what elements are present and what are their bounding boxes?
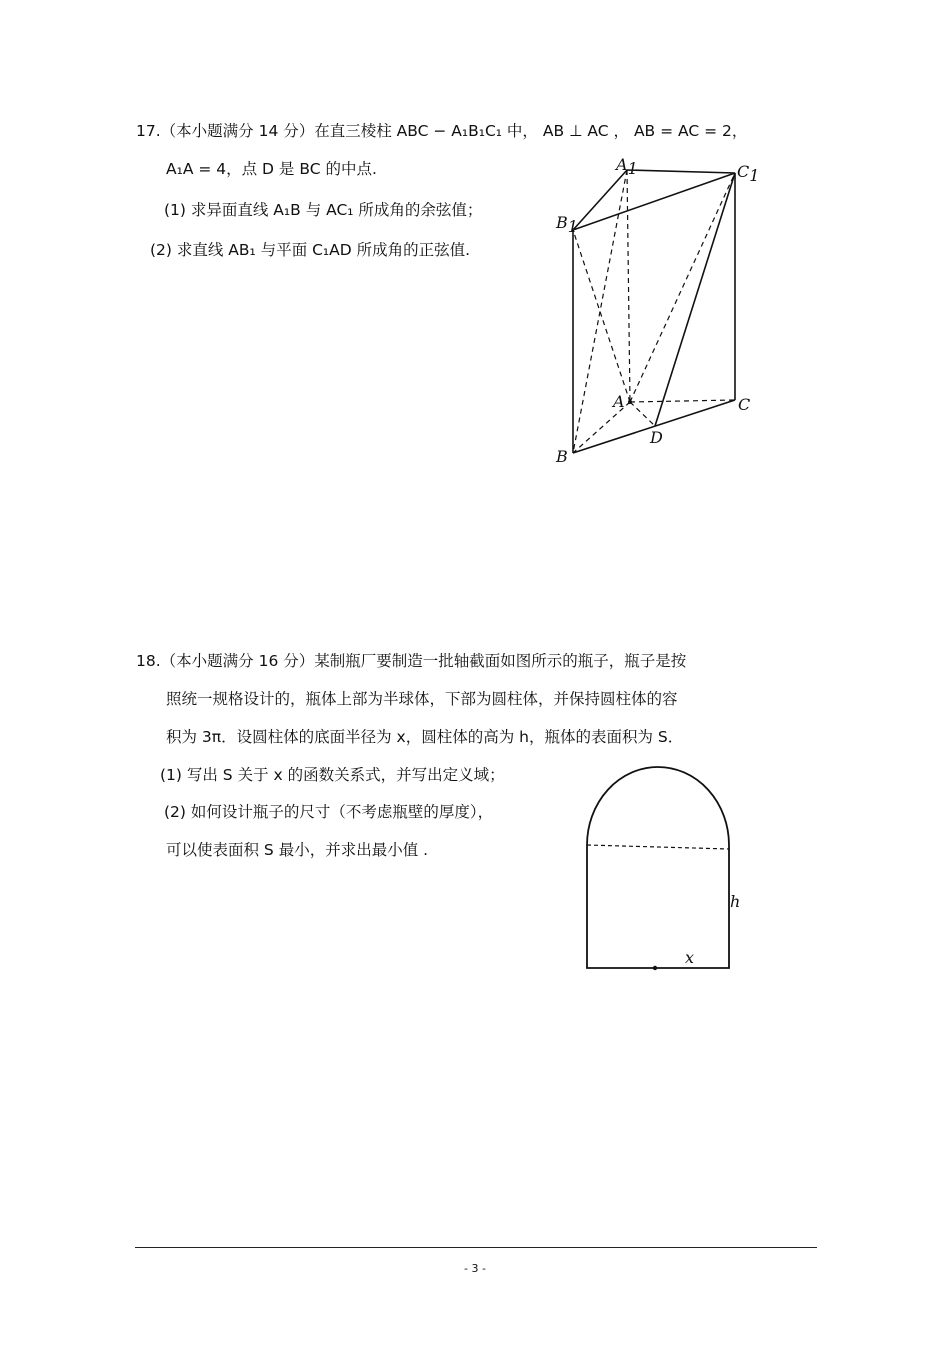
problem-18-part-1: (1) 写出 S 关于 x 的函数关系式，并写出定义域；	[160, 766, 505, 784]
prism-hidden-edges	[573, 170, 735, 453]
bottle-figure	[575, 755, 750, 980]
prism-solid-edges	[573, 170, 735, 453]
problem-17-stem-line-1: 17.（本小题满分 14 分）在直三棱柱 ABC − A₁B₁C₁ 中， AB ⊥ AC ， AB = AC = 2，	[136, 122, 748, 140]
vertex-a-dot	[628, 400, 632, 404]
bottle-outline	[587, 767, 729, 968]
prism-figure	[545, 150, 775, 470]
problem-18-part-2: (2) 如何设计瓶子的尺寸（不考虑瓶壁的厚度），	[164, 803, 494, 821]
label-c1: C1	[737, 162, 760, 185]
bottle-base-center-dot	[653, 966, 657, 970]
label-a: A	[613, 392, 625, 411]
label-c: C	[738, 395, 751, 414]
problem-18-part-3: 可以使表面积 S 最小，并求出最小值 .	[166, 841, 429, 859]
label-b: B	[556, 447, 568, 466]
label-x: x	[685, 948, 695, 967]
problem-17-part-2: (2) 求直线 AB₁ 与平面 C₁AD 所成角的正弦值.	[150, 241, 471, 259]
label-a1: A1	[616, 155, 638, 178]
footer-rule	[135, 1247, 817, 1248]
problem-18-stem-line-1: 18.（本小题满分 16 分）某制瓶厂要制造一批轴截面如图所示的瓶子，瓶子是按	[136, 652, 687, 670]
label-d: D	[650, 428, 663, 447]
problem-17-stem-line-2: A₁A = 4，点 D 是 BC 的中点.	[166, 160, 377, 178]
problem-18-stem-line-3: 积为 3π．设圆柱体的底面半径为 x，圆柱体的高为 h，瓶体的表面积为 S．	[166, 728, 684, 746]
problem-18-stem-line-2: 照统一规格设计的，瓶体上部为半球体，下部为圆柱体，并保持圆柱体的容	[166, 690, 678, 708]
label-b1: B1	[556, 213, 578, 236]
bottle-hemisphere-divider	[587, 845, 729, 849]
problem-17-part-1: (1) 求异面直线 A₁B 与 AC₁ 所成角的余弦值；	[164, 201, 483, 219]
label-h: h	[730, 892, 741, 911]
page-number: - 3 -	[464, 1262, 486, 1275]
